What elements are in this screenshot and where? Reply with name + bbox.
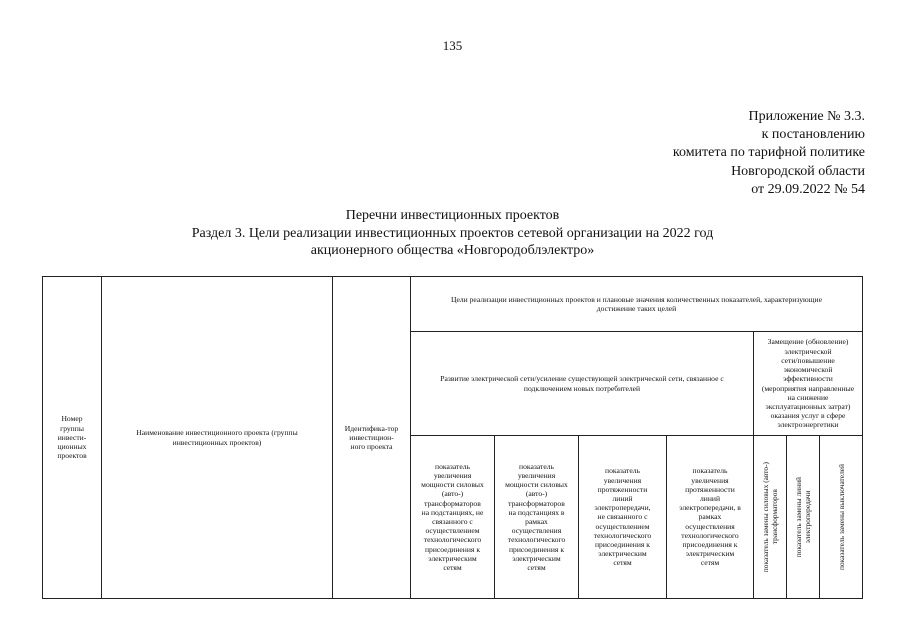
indicator-text: показатель увеличения мощности силовых (авто-) трансформаторов на подстанциях в рамках осуществления технологического присоединения к электрическим сетям: [505, 461, 568, 573]
header-goals: [411, 277, 863, 332]
indicator-text: показатель увеличения мощности силовых (авто-) трансформаторов на подстанциях, не связанного с осуществлением технологического присоединения к электрическим сетям: [421, 461, 484, 573]
appendix-line: Приложение № 3.3.: [748, 109, 865, 124]
header-text: Номер группы инвести- ционных проектов: [57, 414, 87, 461]
appendix-line: к постановлению: [761, 127, 865, 143]
header-text: Идентифика-тор инвестицион- ного проекта: [344, 423, 399, 452]
investment-goals-table: [42, 276, 863, 599]
appendix-line: комитета по тарифной политике: [672, 145, 865, 161]
indicator-cell: [754, 436, 787, 599]
indicator-text: показатель замены линий электропередачи: [794, 476, 812, 558]
appendix-line: Новгородской области: [731, 163, 865, 179]
page-number: 135: [442, 38, 463, 53]
indicator-text: показатель замены силовых (авто-) трансформаторов: [761, 461, 779, 573]
header-text: Замещение (обновление) электрической сети/повышение экономической эффективности (мероприятия направленные на снижение эксплуатационных затрат) оказания услуг в сфере электроэнергетики: [761, 337, 855, 430]
header-text: Развитие электрической сети/усиление существующей электрической сети, связанное с подключением новых потребителей: [440, 374, 724, 393]
appendix-line: от 29.09.2022 № 54: [751, 181, 865, 197]
indicator-cell: [667, 436, 754, 599]
title-line: Перечни инвестиционных проектов: [345, 208, 560, 223]
title-line: акционерного общества «Новгородоблэлектро»: [310, 243, 595, 258]
indicator-text: показатель увеличения протяженности линий электропередачи, не связанного с осуществлением технологического присоединения к электрическим сетям: [593, 466, 652, 568]
header-text: Наименование инвестиционного проекта (группы инвестиционных проектов): [136, 428, 298, 447]
header-development: [411, 332, 754, 436]
header-text: Цели реализации инвестиционных проектов и плановые значения количественных показателей, характеризующие достижение таких целей: [451, 294, 822, 313]
indicator-cell: [411, 436, 495, 599]
document-title: [0, 207, 905, 260]
indicator-cell: [787, 436, 820, 599]
indicator-cell: [495, 436, 579, 599]
indicator-text: показатель замены выключателей: [836, 464, 846, 570]
indicator-cell: [579, 436, 667, 599]
header-replacement: [754, 332, 863, 436]
appendix-block: [673, 108, 865, 199]
title-line: Раздел 3. Цели реализации инвестиционных проектов сетевой организации на 2022 год: [191, 225, 714, 241]
indicator-text: показатель увеличения протяженности линий электропередачи, в рамках осуществления технологического присоединения к электрическим сетям: [679, 466, 741, 568]
indicator-cell: [820, 436, 863, 599]
header-group-number: [43, 277, 102, 599]
header-project-name: [102, 277, 333, 599]
header-identifier: [333, 277, 411, 599]
